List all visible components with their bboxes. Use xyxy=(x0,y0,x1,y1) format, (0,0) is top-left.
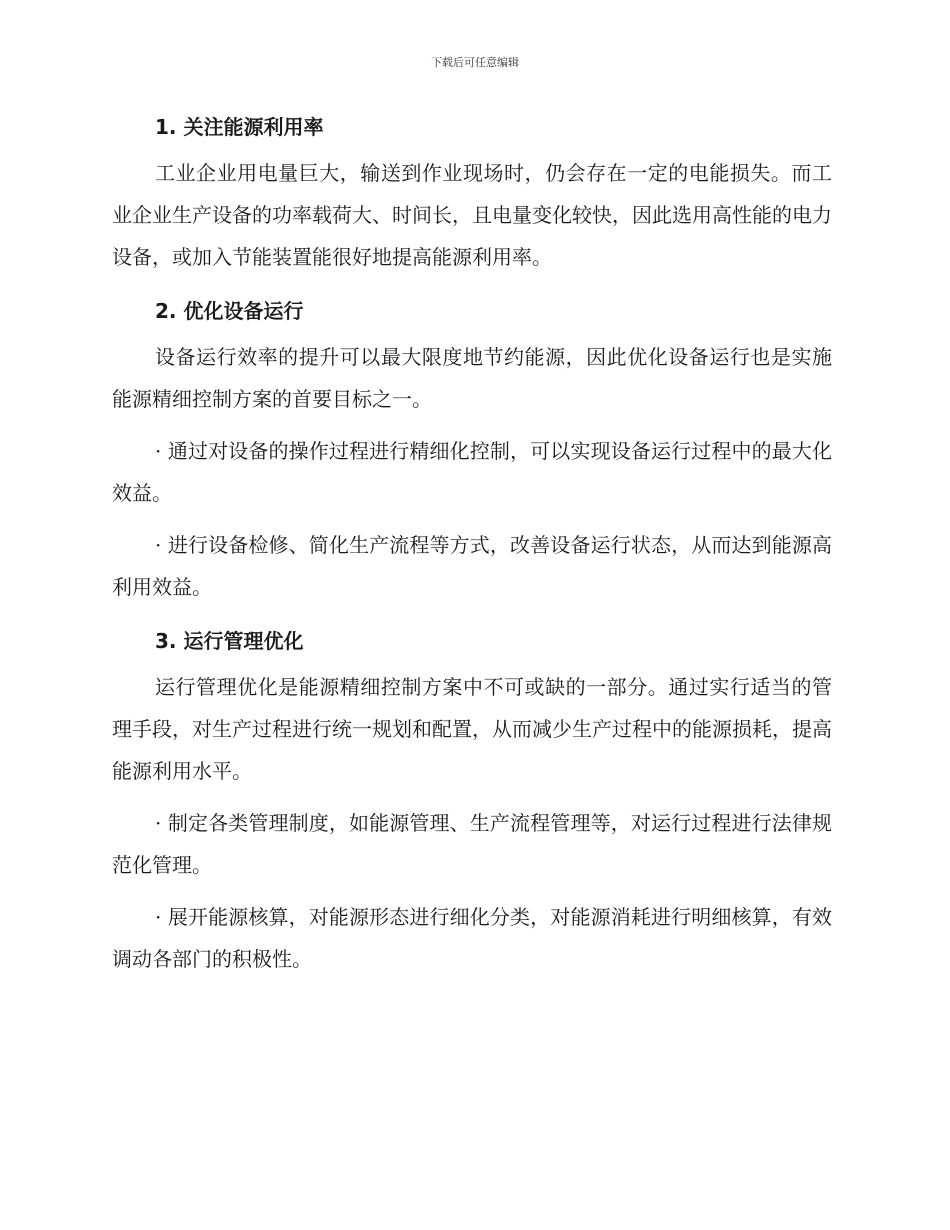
section-heading: 3. 运行管理优化 xyxy=(155,629,304,653)
paragraph: 工业企业用电量巨大，输送到作业现场时，仍会存在一定的电能损失。而工业企业生产设备的功率载荷大、时间长，且电量变化较快，因此选用高性能的电力设备，或加入节能装置能很好地提高能源利用率。 xyxy=(112,161,832,269)
document-body xyxy=(112,104,832,980)
section-heading: 2. 优化设备运行 xyxy=(155,299,304,323)
paragraph: 运行管理优化是能源精细控制方案中不可或缺的一部分。通过实行适当的管理手段，对生产过程进行统一规划和配置，从而减少生产过程中的能源损耗，提高能源利用水平。 xyxy=(112,675,832,783)
bullet-paragraph: · 展开能源核算，对能源形态进行细化分类，对能源消耗进行明细核算，有效调动各部门的积极性。 xyxy=(112,905,832,971)
bullet-paragraph: · 进行设备检修、简化生产流程等方式，改善设备运行状态，从而达到能源高利用效益。 xyxy=(112,533,832,599)
section-heading: 1. 关注能源利用率 xyxy=(155,115,324,139)
paragraph: 设备运行效率的提升可以最大限度地节约能源，因此优化设备运行也是实施能源精细控制方案的首要目标之一。 xyxy=(112,345,832,411)
page-header: 下载后可任意编辑 xyxy=(431,56,519,69)
bullet-paragraph: · 制定各类管理制度，如能源管理、生产流程管理等，对运行过程进行法律规范化管理。 xyxy=(112,811,832,877)
bullet-paragraph: · 通过对设备的操作过程进行精细化控制，可以实现设备运行过程中的最大化效益。 xyxy=(112,439,832,505)
